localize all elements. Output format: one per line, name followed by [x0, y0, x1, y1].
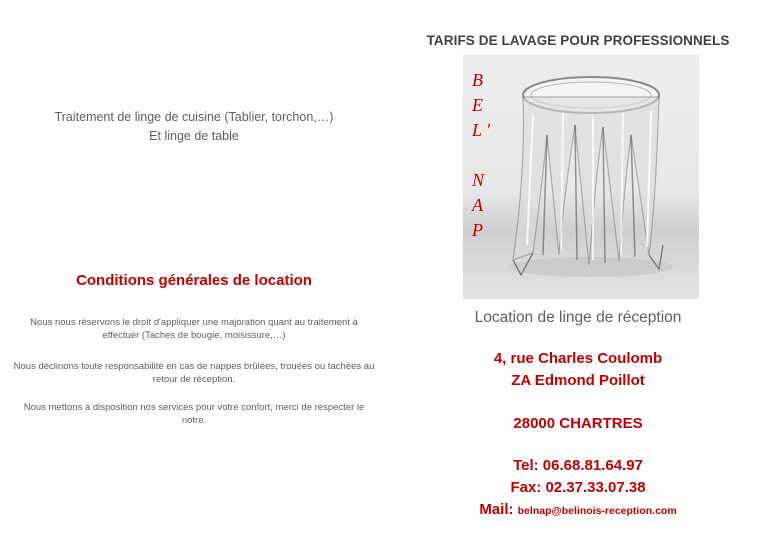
conditions-paragraph-3: Nous mettons à disposition nos services pour votre confort, merci de respecter le notre. — [23, 402, 365, 426]
brand-letter: P — [472, 220, 483, 240]
linen-service-line-2: Et linge de table — [149, 129, 239, 143]
brand-letter — [472, 143, 492, 168]
brand-letter: N — [472, 170, 485, 190]
mail-label: Mail: — [479, 501, 514, 518]
fax-number: Fax: 02.37.33.07.38 — [510, 479, 646, 496]
page-title: TARIFS DE LAVAGE POUR PROFESSIONNELS — [426, 33, 730, 48]
conditions-paragraph-1: Nous nous réservons le droit d'appliquer une majoration quant au traitement à effectuer (Taches de bougie, moisissure,…) — [30, 317, 358, 341]
draped-table-image — [463, 55, 699, 299]
conditions-title: Conditions générales de location — [76, 272, 312, 289]
phone-number: Tel: 06.68.81.64.97 — [513, 457, 643, 474]
city-postcode: 28000 CHARTRES — [513, 415, 643, 432]
mail-address-link[interactable]: belnap@belinois-reception.com — [517, 505, 677, 517]
location-title: Location de linge de réception — [474, 309, 682, 326]
linen-service-line-1: Traitement de linge de cuisine (Tablier, torchon,…) — [54, 110, 334, 124]
conditions-paragraph-2: Nous déclinons toute responsabilité en cas de nappes brûlées, trouées ou tachées au retour de réception. — [13, 361, 375, 385]
address-line-1: 4, rue Charles Coulomb — [493, 350, 663, 367]
brand-logo-letters — [472, 68, 492, 243]
mail-line — [440, 501, 716, 518]
brand-letter: L ' — [472, 120, 491, 140]
brand-letter: B — [472, 70, 483, 90]
address-line-2: ZA Edmond Poillot — [511, 372, 645, 389]
brand-letter: A — [472, 195, 483, 215]
brand-letter: E — [472, 95, 483, 115]
